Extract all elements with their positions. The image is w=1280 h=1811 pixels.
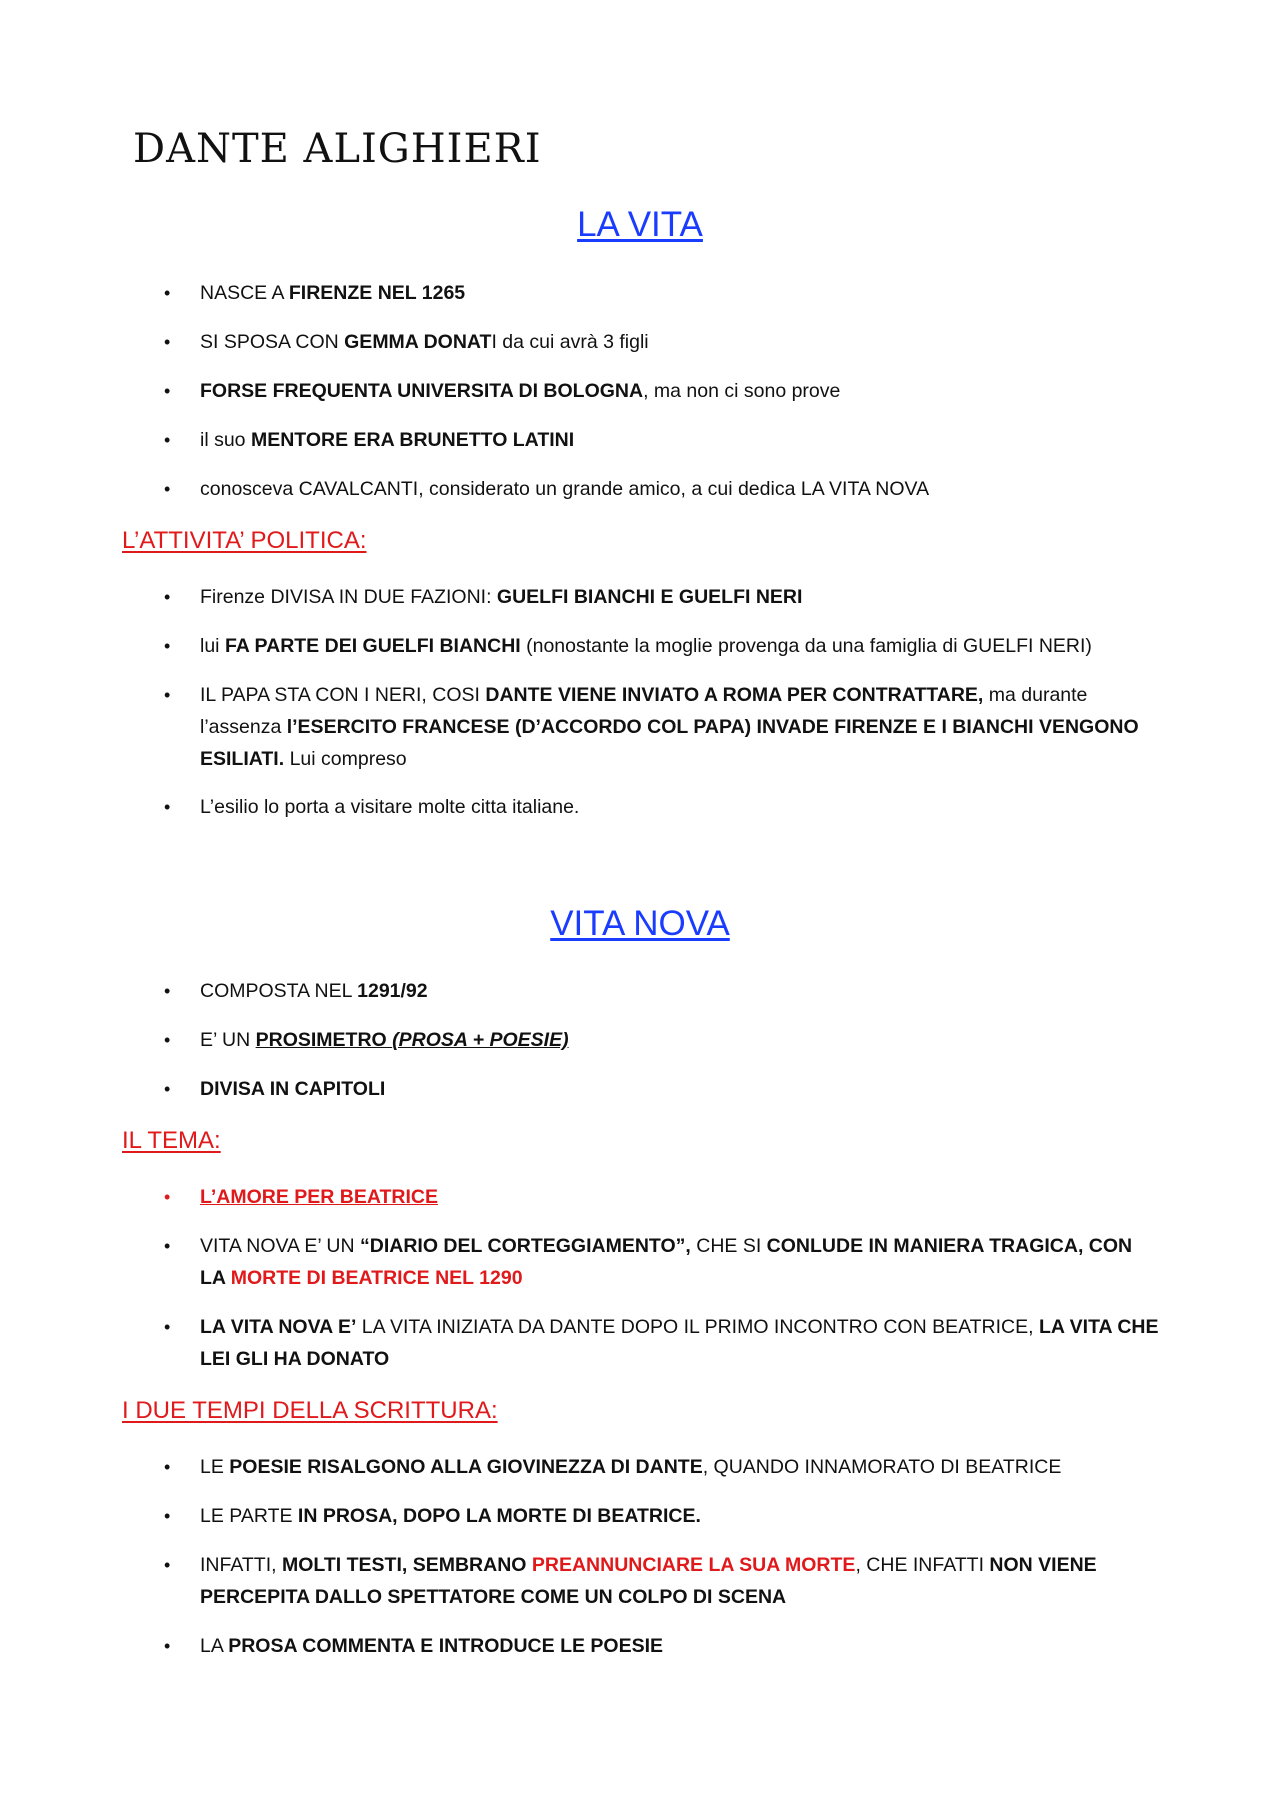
list-item: • DIVISA IN CAPITOLI: [200, 1073, 1160, 1105]
list-item: • COMPOSTA NEL 1291/92: [200, 975, 1160, 1007]
section-heading-la-vita: LA VITA: [577, 205, 703, 244]
list-item: • LA PROSA COMMENTA E INTRODUCE LE POESIE: [200, 1630, 1160, 1662]
section-heading-vita-nova: VITA NOVA: [550, 904, 730, 943]
list-item: • conosceva CAVALCANTI, considerato un grande amico, a cui dedica LA VITA NOVA: [200, 473, 1160, 505]
list-item: • L’esilio lo porta a visitare molte citta italiane.: [200, 791, 1160, 823]
list-item: • FORSE FREQUENTA UNIVERSITA DI BOLOGNA, ma non ci sono prove: [200, 375, 1160, 407]
list-item: • il suo MENTORE ERA BRUNETTO LATINI: [200, 424, 1160, 456]
subheading-due-tempi: I DUE TEMPI DELLA SCRITTURA:: [122, 1397, 498, 1424]
list-item: • SI SPOSA CON GEMMA DONATI da cui avrà 3 figli: [200, 326, 1160, 358]
list-item: • INFATTI, MOLTI TESTI, SEMBRANO PREANNUNCIARE LA SUA MORTE, CHE INFATTI NON VIENE PERCEPITA DALLO SPETTATORE COME UN COLPO DI SCENA: [200, 1549, 1160, 1613]
list-item: • E’ UN PROSIMETRO (PROSA + POESIE): [200, 1024, 1160, 1056]
list-item: • LA VITA NOVA E’ LA VITA INIZIATA DA DANTE DOPO IL PRIMO INCONTRO CON BEATRICE, LA VITA CHE LEI GLI HA DONATO: [200, 1311, 1160, 1375]
list-item: • VITA NOVA E’ UN “DIARIO DEL CORTEGGIAMENTO”, CHE SI CONLUDE IN MANIERA TRAGICA, CON LA MORTE DI BEATRICE NEL 1290: [200, 1230, 1160, 1294]
document-title: DANTE ALIGHIERI: [133, 126, 542, 172]
list-item: • lui FA PARTE DEI GUELFI BIANCHI (nonostante la moglie provenga da una famiglia di GUELFI NERI): [200, 630, 1160, 662]
list-item: • IL PAPA STA CON I NERI, COSI DANTE VIENE INVIATO A ROMA PER CONTRATTARE, ma durante l’assenza l’ESERCITO FRANCESE (D’ACCORDO COL PAPA) INVADE FIRENZE E I BIANCHI VENGONO ESILIATI. Lui compreso: [200, 679, 1160, 775]
list-item: • LE PARTE IN PROSA, DOPO LA MORTE DI BEATRICE.: [200, 1500, 1160, 1532]
list-item: • NASCE A FIRENZE NEL 1265: [200, 277, 1160, 309]
list-item: • LE POESIE RISALGONO ALLA GIOVINEZZA DI DANTE, QUANDO INNAMORATO DI BEATRICE: [200, 1451, 1160, 1483]
list-item: • L’AMORE PER BEATRICE: [200, 1181, 1160, 1213]
subheading-attivita-politica: L’ATTIVITA’ POLITICA:: [122, 527, 367, 554]
subheading-il-tema: IL TEMA:: [122, 1127, 221, 1154]
list-item: • Firenze DIVISA IN DUE FAZIONI: GUELFI BIANCHI E GUELFI NERI: [200, 581, 1160, 613]
